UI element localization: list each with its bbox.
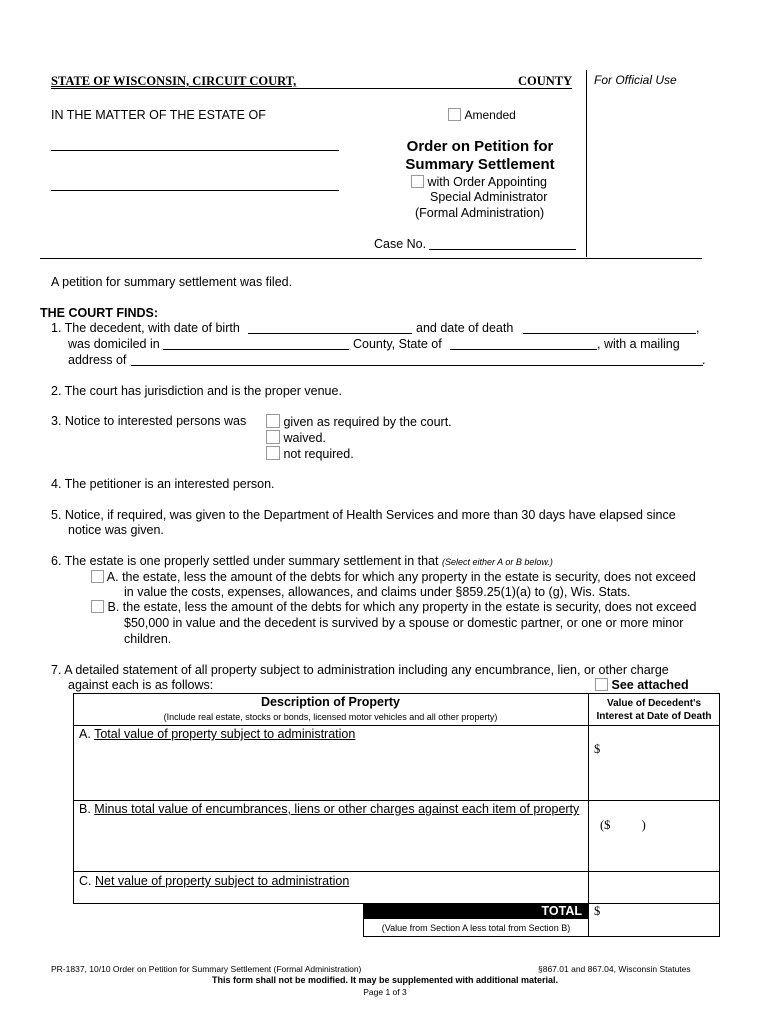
county-label: COUNTY <box>518 74 573 88</box>
form-title <box>380 138 580 174</box>
item-5-text-line-2: notice was given. <box>68 523 164 537</box>
death-date-field[interactable] <box>523 333 696 334</box>
case-number-field[interactable] <box>429 249 576 250</box>
value-header-line-1: Value of Decedent's <box>606 698 702 709</box>
notice-waived-checkbox[interactable] <box>266 430 280 444</box>
option-a-text-line-2: in value the costs, expenses, allowances, and claims under §859.25(1)(a) to (g), Wis. Stats. <box>124 585 631 599</box>
value-header-line-2: Interest at Date of Death <box>596 711 712 722</box>
row-b-value[interactable]: ($ ) <box>600 818 646 832</box>
county-field[interactable] <box>163 349 349 350</box>
decedent-name-line-1[interactable] <box>51 150 339 151</box>
form-title-line-1: Order on Petition for <box>406 138 554 155</box>
birth-date-field[interactable] <box>248 333 412 334</box>
form-title-line-2: Summary Settlement <box>405 156 555 173</box>
amended-label: Amended <box>464 108 516 122</box>
table-column-divider <box>588 693 589 937</box>
table-row-a-rule <box>73 800 720 801</box>
item-7-text-line-2: against each is as follows: <box>68 678 214 692</box>
item-1-comma: , <box>696 321 700 335</box>
option-a[interactable] <box>91 570 696 584</box>
see-attached-checkbox[interactable] <box>595 678 608 691</box>
official-use-divider <box>586 70 587 257</box>
item-1-domicile-label: was domiciled in <box>68 337 160 351</box>
special-admin-label: with Order Appointing <box>427 175 547 189</box>
table-row-b-rule <box>73 871 720 872</box>
item-5-text-line-1: 5. Notice, if required, was given to the Department of Health Services and more than 30 days have elapsed since <box>51 508 676 522</box>
desc-header: Description of Property <box>261 695 400 709</box>
notice-not-required-option[interactable] <box>266 446 354 461</box>
special-admin-checkbox[interactable] <box>411 175 424 188</box>
intro-text: A petition for summary settlement was filed. <box>51 275 293 289</box>
option-a-checkbox[interactable] <box>91 570 104 583</box>
total-note-box: (Value from Section A less total from Section B) <box>363 919 589 937</box>
notice-given-label: given as required by the court. <box>283 415 452 429</box>
item-7-text-line-1: 7. A detailed statement of all property subject to administration including any encumbrance, lien, or other charge <box>51 663 669 677</box>
see-attached-label: See attached <box>611 678 689 692</box>
item-1-dob-label: 1. The decedent, with date of birth <box>51 321 240 335</box>
item-1-state-label: County, State of <box>353 337 442 351</box>
row-b-prefix: B. <box>79 802 91 816</box>
notice-waived-option[interactable] <box>266 430 326 445</box>
option-b-text-line-3: children. <box>124 632 172 646</box>
option-b-text-line-1: B. the estate, less the amount of the debts for which any property in the estate is security, does not exceed <box>107 600 697 614</box>
option-a-text-line-1: A. the estate, less the amount of the debts for which any property in the estate is security, does not exceed <box>106 570 696 584</box>
case-number-label: Case No. <box>374 237 427 251</box>
row-b-text: Minus total value of encumbrances, liens or other charges against each item of property <box>94 802 580 816</box>
amended-checkbox[interactable] <box>448 108 461 121</box>
footer-statutes: §867.01 and 867.04, Wisconsin Statutes <box>538 964 691 974</box>
notice-given-option[interactable] <box>266 414 452 429</box>
table-total-bottom-rule <box>588 936 720 937</box>
special-admin-text: Special Administrator <box>430 190 548 204</box>
item-6-text <box>51 554 553 568</box>
special-admin-option[interactable] <box>411 175 547 189</box>
court-heading: STATE OF WISCONSIN, CIRCUIT COURT, <box>51 74 297 88</box>
item-4-text: 4. The petitioner is an interested person. <box>51 477 275 491</box>
amended-option[interactable] <box>448 108 516 122</box>
see-attached-option[interactable] <box>595 678 689 692</box>
row-a-value[interactable]: $ <box>594 742 601 756</box>
item-1-period: . <box>702 353 706 367</box>
table-right-border <box>719 693 720 937</box>
item-6-label: 6. The estate is one properly settled under summary settlement in that <box>51 554 439 568</box>
decedent-name-line-2[interactable] <box>51 190 339 191</box>
row-b-label <box>79 802 579 816</box>
option-b-text-line-2: $50,000 in value and the decedent is survived by a spouse or domestic partner, or one or more minor <box>124 616 684 630</box>
row-c-text: Net value of property subject to administration <box>94 874 350 888</box>
notice-not-required-checkbox[interactable] <box>266 446 280 460</box>
official-use-label: For Official Use <box>594 73 677 87</box>
notice-given-checkbox[interactable] <box>266 414 280 428</box>
court-heading-line <box>51 88 572 89</box>
value-header <box>588 697 720 723</box>
formal-admin-text: (Formal Administration) <box>415 206 545 220</box>
notice-waived-label: waived. <box>283 431 326 445</box>
item-6-note: (Select either A or B below.) <box>441 557 553 567</box>
item-1-address-label: address of <box>68 353 127 367</box>
footer-form-id: PR-1837, 10/10 Order on Petition for Summary Settlement (Formal Administration) <box>51 964 362 974</box>
address-field[interactable] <box>131 365 703 366</box>
footer-page-number: Page 1 of 3 <box>363 987 407 997</box>
row-a-label <box>79 727 355 741</box>
item-1-mailing-label: , with a mailing <box>597 337 680 351</box>
estate-matter-label: IN THE MATTER OF THE ESTATE OF <box>51 108 266 122</box>
row-c-prefix: C. <box>79 874 92 888</box>
total-value[interactable]: $ <box>594 904 601 918</box>
notice-not-required-label: not required. <box>283 447 354 461</box>
row-c-label <box>79 874 349 888</box>
state-field[interactable] <box>450 349 597 350</box>
findings-heading: THE COURT FINDS: <box>40 306 159 320</box>
option-b[interactable] <box>91 600 696 614</box>
desc-subheader: (Include real estate, stocks or bonds, licensed motor vehicles and all other property) <box>163 712 498 722</box>
footer-notice: This form shall not be modified. It may be supplemented with additional material. <box>211 975 559 985</box>
table-header-rule <box>73 725 720 726</box>
row-a-text: Total value of property subject to administration <box>94 727 356 741</box>
item-3-text: 3. Notice to interested persons was <box>51 414 247 428</box>
total-label: TOTAL <box>363 903 588 919</box>
row-a-prefix: A. <box>79 727 91 741</box>
option-b-checkbox[interactable] <box>91 600 104 613</box>
item-2-text: 2. The court has jurisdiction and is the proper venue. <box>51 384 342 398</box>
item-1-dod-label: and date of death <box>416 321 514 335</box>
header-bottom-rule <box>40 258 702 259</box>
